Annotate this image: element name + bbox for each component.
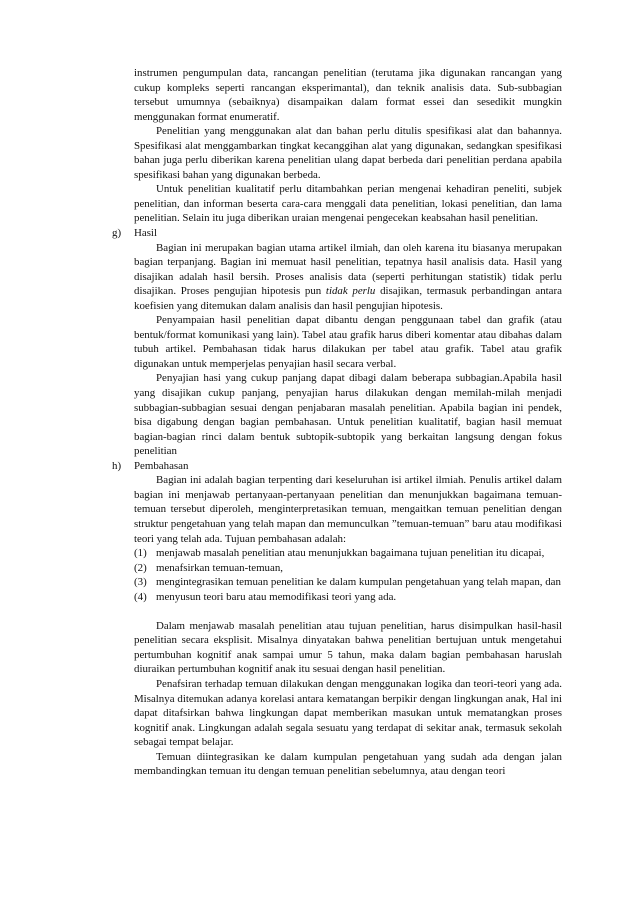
paragraph-pembahasan-1: Bagian ini adalah bagian terpenting dari keseluruhan isi artikel ilmiah. Penulis artikel dalam bagian ini menjawab pertanyaan-pertanyaan penelitian dan menunjukkan bagaimana temuan-temuan tersebut diperoleh, menginterpretasikan temuan, mengaitkan temuan penelitian dengan struktur pengetahuan yang telah mapan dan memunculkan ”temuan-temuan” baru atau modifikasi teori yang telah ada. Tujuan pembahasan adalah: bbox=[134, 474, 562, 545]
section-heading-hasil bbox=[112, 226, 562, 241]
paragraph-pembahasan-4: Temuan diintegrasikan ke dalam kumpulan pengetahuan yang sudah ada dengan jalan membandingkan temuan itu dengan temuan penelitian sebelumnya, atau dengan teori bbox=[134, 750, 562, 778]
section-heading-pembahasan bbox=[112, 459, 562, 474]
section-title-hasil: Hasil bbox=[134, 227, 157, 240]
list-number: (4) bbox=[134, 590, 147, 603]
list-item bbox=[134, 575, 562, 590]
section-marker-g: g) bbox=[112, 227, 122, 240]
paragraph-method-continued: instrumen pengumpulan data, rancangan penelitian (terutama jika digunakan rancangan yang cukup kompleks seperti rancangan eksperimantal), dan teknik analisis data. Sub-subbagian tersebut umumnya (sebaiknya) disampaikan dalam format essei dan sesedikit mungkin menggunakan format enumeratif. bbox=[134, 67, 562, 123]
section-title-pembahasan: Pembahasan bbox=[134, 459, 189, 472]
paragraph-hasil-1-end: disajikan, termasuk perbandingan antara koefisien yang ditemukan dalam analisis dan hasil pengujian hipotesis. bbox=[134, 285, 562, 312]
list-number: (1) bbox=[134, 547, 147, 560]
section-marker-h: h) bbox=[112, 459, 122, 472]
list-item bbox=[134, 590, 562, 605]
paragraph-tools-materials: Penelitian yang menggunakan alat dan bahan perlu ditulis spesifikasi alat dan bahannya. Spesifikasi alat menggambarkan tingkat kecanggihan alat yang digunakan, sedangkan spesifikasi bahan juga perlu diberikan karena penelitian ulang dapat berbeda dari penelitian perdana apabila spesifikasi bahan yang digunakan berbeda. bbox=[134, 125, 562, 181]
blank-line bbox=[134, 604, 562, 619]
list-item-text: mengintegrasikan temuan penelitian ke dalam kumpulan pengetahuan yang telah mapan, dan bbox=[156, 576, 561, 589]
list-number: (2) bbox=[134, 561, 147, 574]
objectives-list bbox=[134, 546, 562, 604]
list-number: (3) bbox=[134, 576, 147, 589]
paragraph-hasil-1 bbox=[134, 241, 562, 314]
paragraph-qualitative: Untuk penelitian kualitatif perlu ditambahkan perian mengenai kehadiran peneliti, subjek penelitian, dan informan beserta cara-cara menggali data penelitian, lokasi penelitian, dan lama penelitian. Selain itu juga diberikan uraian mengenai pengecekan keabsahan hasil penelitian. bbox=[134, 183, 562, 225]
emphasis-tidak-perlu: tidak perlu bbox=[325, 285, 376, 298]
list-item-text: menyusun teori baru atau memodifikasi teori yang ada. bbox=[156, 590, 397, 603]
list-item-text: menjawab masalah penelitian atau menunjukkan bagaimana tujuan penelitian itu dicapai, bbox=[156, 547, 545, 560]
paragraph-hasil-3: Penyajian hasi yang cukup panjang dapat dibagi dalam beberapa subbagian.Apabila hasil yang disajikan cukup panjang, penyajian harus dilakukan dengan memilah-milah menjadi subbagian-subbagian sesuai dengan penjabaran masalah penelitian. Apabila bagian ini pendek, bisa digabung dengan bagian pembahasan. Untuk penelitian kualitatif, bagian hasil memuat bagian-bagian rinci dalam bentuk subtopik-subtopik yang berkaitan langsung dengan fokus penelitian bbox=[134, 372, 562, 458]
paragraph-pembahasan-3: Penafsiran terhadap temuan dilakukan dengan menggunakan logika dan teori-teori yang ada. Misalnya ditemukan adanya korelasi antara kematangan berpikir dengan lingkungan anak, Hal ini dapat ditafsirkan bahwa lingkungan dapat memberikan masukan untuk mematangkan proses kognitif anak. Lingkungan adalah segala sesuatu yang terdapat di sekitar anak, termasuk sekolah sebagai tempat belajar. bbox=[134, 677, 562, 749]
list-item bbox=[134, 561, 562, 576]
paragraph-hasil-1-text: Bagian ini merupakan bagian utama artikel ilmiah, dan oleh karena itu biasanya merupakan bagian terpanjang. Bagian ini memuat hasil penelitian, tepatnya hasil analisis data. Hasil yang disajikan adalah hasil bersih. Proses analisis data (seperti perhitungan statistik) tidak perlu disajikan. Proses pengujian hipotesis pun bbox=[134, 241, 562, 298]
list-item bbox=[134, 546, 562, 561]
paragraph-pembahasan-2: Dalam menjawab masalah penelitian atau tujuan penelitian, harus disimpulkan hasil-hasil penelitian secara eksplisit. Misalnya dinyatakan bahwa penelitian bertujuan untuk mengetahui pertumbuhan kognitif anak sampai umur 5 tahun, maka dalam bagian pembahasan haruslah diuraikan pertumbuhan kognitif anak itu sesuai dengan hasil penelitian. bbox=[134, 619, 562, 676]
list-item-text: menafsirkan temuan-temuan, bbox=[156, 561, 284, 574]
paragraph-hasil-2: Penyampaian hasil penelitian dapat dibantu dengan penggunaan tabel dan grafik (atau bentuk/format komunikasi yang lain). Tabel atau grafik harus diberi komentar atau dibahas dalam tubuh artikel. Pembahasan tidak harus dilakukan per tabel atau grafik. Tabel atau grafik digunakan untuk memperjelas penyajian hasil secara verbal. bbox=[134, 314, 562, 370]
